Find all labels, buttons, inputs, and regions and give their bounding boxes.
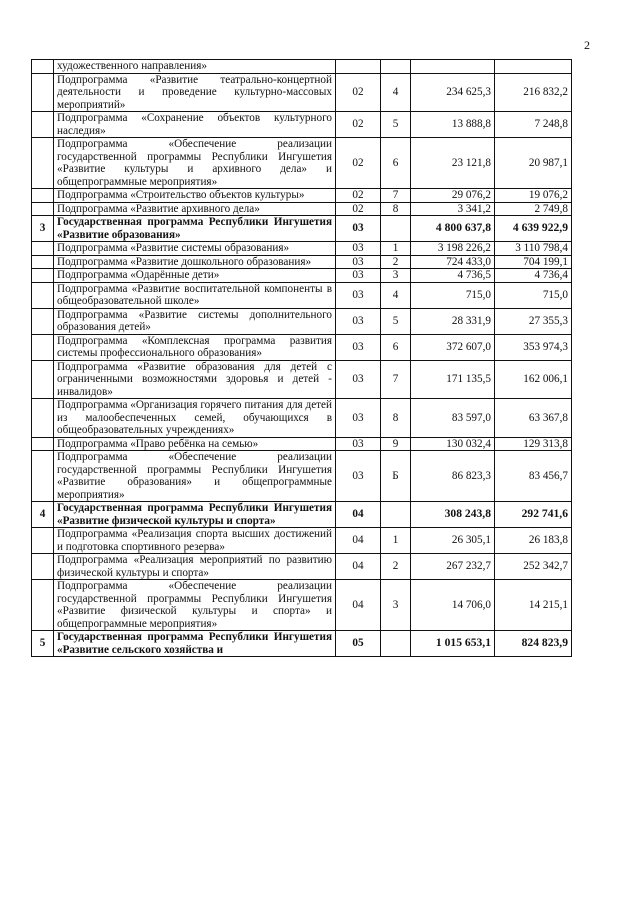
row-number: 4	[32, 502, 54, 528]
program-name: Подпрограмма «Развитие системы образования»	[54, 242, 336, 256]
amount-planned: 1 015 653,1	[411, 631, 495, 657]
amount-executed: 3 110 798,4	[495, 242, 572, 256]
program-name: Государственная программа Республики Ингушетия «Развитие образования»	[54, 216, 336, 242]
subprogram-code: 1	[381, 528, 411, 554]
budget-table-body	[32, 60, 572, 657]
program-name: Государственная программа Республики Ингушетия «Развитие сельского хозяйства и	[54, 631, 336, 657]
subprogram-code: 1	[381, 242, 411, 256]
subprogram-code: 8	[381, 399, 411, 438]
program-name: Государственная программа Республики Ингушетия «Развитие физической культуры и спорта»	[54, 502, 336, 528]
row-number	[32, 189, 54, 203]
amount-planned: 13 888,8	[411, 112, 495, 138]
row-number	[32, 269, 54, 283]
row-number	[32, 73, 54, 112]
row-number	[32, 399, 54, 438]
program-code: 03	[336, 451, 381, 502]
amount-executed: 26 183,8	[495, 528, 572, 554]
program-name: Подпрограмма «Развитие воспитательной компоненты в общеобразовательной школе»	[54, 282, 336, 308]
amount-executed: 14 215,1	[495, 580, 572, 631]
table-row	[32, 112, 572, 138]
subprogram-code: 8	[381, 202, 411, 216]
program-code: 03	[336, 216, 381, 242]
table-row	[32, 60, 572, 74]
program-row	[32, 502, 572, 528]
row-number	[32, 242, 54, 256]
row-number	[32, 255, 54, 269]
amount-executed: 129 313,8	[495, 437, 572, 451]
program-row	[32, 631, 572, 657]
amount-executed: 704 199,1	[495, 255, 572, 269]
amount-executed: 824 823,9	[495, 631, 572, 657]
program-row	[32, 216, 572, 242]
amount-executed: 27 355,3	[495, 308, 572, 334]
program-code: 03	[336, 255, 381, 269]
row-number	[32, 554, 54, 580]
row-number	[32, 528, 54, 554]
amount-planned: 4 736,5	[411, 269, 495, 283]
program-name: Подпрограмма «Развитие театрально-концертной деятельности и проведение культурно-массовых мероприятий»	[54, 73, 336, 112]
amount-planned: 3 198 226,2	[411, 242, 495, 256]
subprogram-code: 5	[381, 308, 411, 334]
amount-executed: 7 248,8	[495, 112, 572, 138]
program-code: 03	[336, 282, 381, 308]
amount-executed: 715,0	[495, 282, 572, 308]
amount-planned: 83 597,0	[411, 399, 495, 438]
amount-planned: 28 331,9	[411, 308, 495, 334]
subprogram-code	[381, 216, 411, 242]
program-code: 03	[336, 334, 381, 360]
subprogram-code: 4	[381, 73, 411, 112]
program-name: Подпрограмма «Право ребёнка на семью»	[54, 437, 336, 451]
program-code: 04	[336, 502, 381, 528]
program-code: 02	[336, 189, 381, 203]
row-number: 3	[32, 216, 54, 242]
subprogram-code: 6	[381, 334, 411, 360]
row-number	[32, 60, 54, 74]
amount-executed: 353 974,3	[495, 334, 572, 360]
amount-planned: 29 076,2	[411, 189, 495, 203]
row-number	[32, 580, 54, 631]
amount-planned: 26 305,1	[411, 528, 495, 554]
subprogram-code: 9	[381, 437, 411, 451]
subprogram-code: 3	[381, 269, 411, 283]
table-row	[32, 242, 572, 256]
subprogram-code: 6	[381, 138, 411, 189]
program-name: Подпрограмма «Одарённые дети»	[54, 269, 336, 283]
table-row	[32, 308, 572, 334]
amount-planned: 86 823,3	[411, 451, 495, 502]
program-code: 03	[336, 399, 381, 438]
program-code: 04	[336, 528, 381, 554]
amount-executed: 63 367,8	[495, 399, 572, 438]
table-row	[32, 554, 572, 580]
subprogram-code: 5	[381, 112, 411, 138]
amount-planned: 3 341,2	[411, 202, 495, 216]
row-number	[32, 138, 54, 189]
table-row	[32, 138, 572, 189]
amount-executed: 83 456,7	[495, 451, 572, 502]
amount-executed: 4 736,4	[495, 269, 572, 283]
row-number	[32, 282, 54, 308]
program-code: 03	[336, 360, 381, 399]
program-name: художественного направления»	[54, 60, 336, 74]
row-number	[32, 334, 54, 360]
row-number	[32, 451, 54, 502]
amount-planned: 130 032,4	[411, 437, 495, 451]
program-name: Подпрограмма «Развитие архивного дела»	[54, 202, 336, 216]
subprogram-code: Б	[381, 451, 411, 502]
amount-planned: 4 800 637,8	[411, 216, 495, 242]
program-code: 03	[336, 269, 381, 283]
amount-planned: 308 243,8	[411, 502, 495, 528]
row-number: 5	[32, 631, 54, 657]
subprogram-code: 2	[381, 255, 411, 269]
program-name: Подпрограмма «Развитие образования для детей с ограниченными возможностями здоровья и детей - инвалидов»	[54, 360, 336, 399]
amount-executed	[495, 60, 572, 74]
amount-planned: 715,0	[411, 282, 495, 308]
amount-planned: 23 121,8	[411, 138, 495, 189]
program-code: 03	[336, 308, 381, 334]
amount-executed: 216 832,2	[495, 73, 572, 112]
amount-executed: 292 741,6	[495, 502, 572, 528]
table-row	[32, 580, 572, 631]
amount-executed: 19 076,2	[495, 189, 572, 203]
amount-executed: 252 342,7	[495, 554, 572, 580]
program-name: Подпрограмма «Сохранение объектов культурного наследия»	[54, 112, 336, 138]
table-row	[32, 437, 572, 451]
program-code: 03	[336, 242, 381, 256]
budget-table	[31, 59, 572, 657]
table-row	[32, 451, 572, 502]
subprogram-code	[381, 631, 411, 657]
row-number	[32, 202, 54, 216]
program-name: Подпрограмма «Обеспечение реализации государственной программы Республики Ингушетия «Развитие образования» и общепрограммные мероприятия»	[54, 451, 336, 502]
subprogram-code: 7	[381, 360, 411, 399]
table-row	[32, 334, 572, 360]
table-row	[32, 360, 572, 399]
program-code: 02	[336, 138, 381, 189]
amount-planned: 372 607,0	[411, 334, 495, 360]
program-code: 03	[336, 437, 381, 451]
program-name: Подпрограмма «Комплексная программа развития системы профессионального образования»	[54, 334, 336, 360]
program-name: Подпрограмма «Обеспечение реализации государственной программы Республики Ингушетия «Развитие культуры и архивного дела» и общепрограммные мероприятия»	[54, 138, 336, 189]
program-code: 02	[336, 202, 381, 216]
program-name: Подпрограмма «Организация горячего питания для детей из малообеспеченных семей, обучающихся в общеобразовательных учреждениях»	[54, 399, 336, 438]
amount-planned: 267 232,7	[411, 554, 495, 580]
subprogram-code: 4	[381, 282, 411, 308]
program-name: Подпрограмма «Строительство объектов культуры»	[54, 189, 336, 203]
program-name: Подпрограмма «Реализация мероприятий по развитию физической культуры и спорта»	[54, 554, 336, 580]
subprogram-code	[381, 60, 411, 74]
program-name: Подпрограмма «Развитие системы дополнительного образования детей»	[54, 308, 336, 334]
amount-planned: 234 625,3	[411, 73, 495, 112]
row-number	[32, 437, 54, 451]
amount-planned: 171 135,5	[411, 360, 495, 399]
subprogram-code: 2	[381, 554, 411, 580]
row-number	[32, 308, 54, 334]
page-number: 2	[584, 38, 590, 52]
table-row	[32, 282, 572, 308]
table-row	[32, 202, 572, 216]
table-row	[32, 189, 572, 203]
program-code: 05	[336, 631, 381, 657]
amount-planned: 724 433,0	[411, 255, 495, 269]
program-name: Подпрограмма «Обеспечение реализации государственной программы Республики Ингушетия «Развитие физической культуры и спорта» и общепрограммные мероприятия»	[54, 580, 336, 631]
amount-executed: 162 006,1	[495, 360, 572, 399]
program-code: 04	[336, 554, 381, 580]
row-number	[32, 360, 54, 399]
subprogram-code: 7	[381, 189, 411, 203]
amount-executed: 2 749,8	[495, 202, 572, 216]
amount-executed: 20 987,1	[495, 138, 572, 189]
table-row	[32, 73, 572, 112]
table-row	[32, 528, 572, 554]
program-code: 04	[336, 580, 381, 631]
amount-planned: 14 706,0	[411, 580, 495, 631]
table-row	[32, 255, 572, 269]
program-code	[336, 60, 381, 74]
program-name: Подпрограмма «Реализация спорта высших достижений и подготовка спортивного резерва»	[54, 528, 336, 554]
row-number	[32, 112, 54, 138]
program-code: 02	[336, 73, 381, 112]
amount-executed: 4 639 922,9	[495, 216, 572, 242]
program-name: Подпрограмма «Развитие дошкольного образования»	[54, 255, 336, 269]
table-row	[32, 269, 572, 283]
program-code: 02	[336, 112, 381, 138]
amount-planned	[411, 60, 495, 74]
subprogram-code: 3	[381, 580, 411, 631]
subprogram-code	[381, 502, 411, 528]
table-row	[32, 399, 572, 438]
